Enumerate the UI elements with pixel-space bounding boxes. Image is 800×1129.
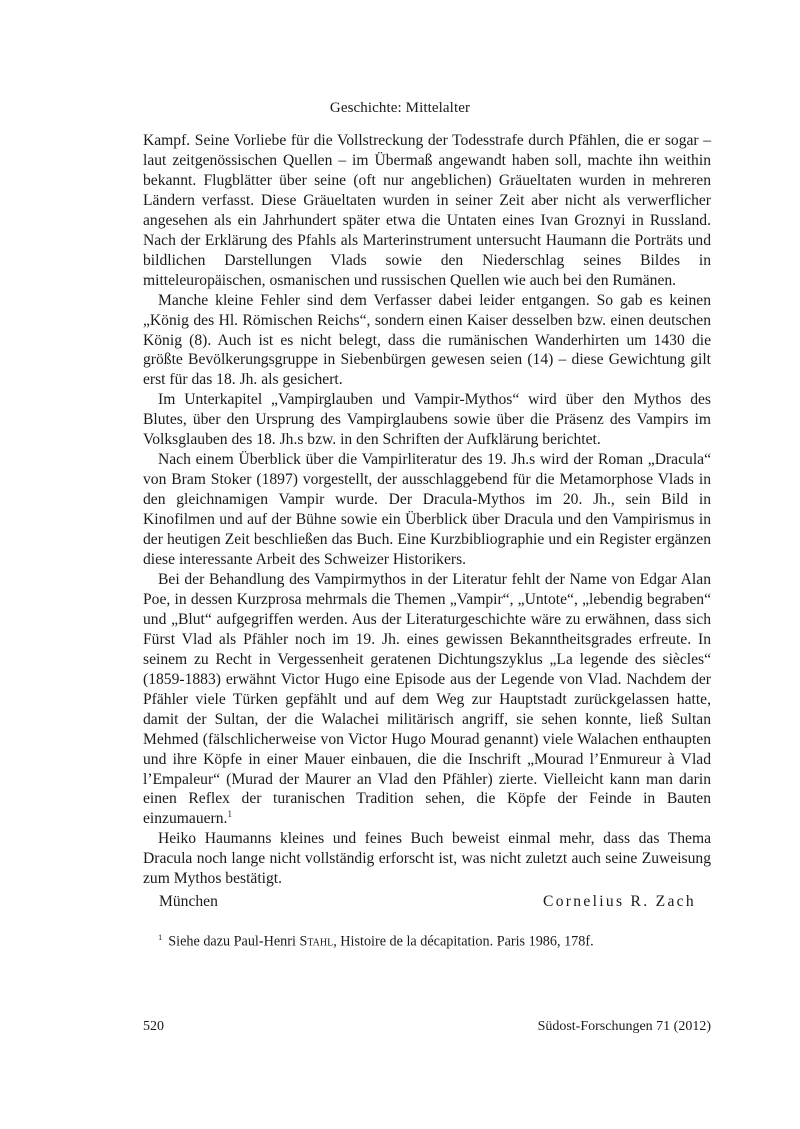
paragraph-text: Nach einem Überblick über die Vampirliteratur des 19. Jh.s wird der Roman „Dracula“ von Bram Stoker (1897) vorgestellt, der ausschlaggebend für die Metamorphose Vlads in den gleichnamigen Vampir wurde. Der Dracula-Mythos im 20. Jh., sein Bild in Kinofilmen und auf der Bühne sowie ein Überblick über Dracula und den Vampirismus in der heutigen Zeit beschließen das Buch. Eine Kurzbibliographie und ein Register ergänzen diese interessante Arbeit des Schweizer Historikers. <box>143 451 711 569</box>
footnote-reference[interactable]: 1 <box>227 809 232 820</box>
footnote-number: 1 <box>158 932 163 942</box>
paragraph-text: Heiko Haumanns kleines und feines Buch beweist einmal mehr, dass das Thema Dracula noch lange nicht vollständig erforscht ist, was nicht zuletzt auch seine Zuweisung zum Mythos bestätigt. <box>143 830 711 888</box>
footnote <box>158 932 718 951</box>
paragraph-text: Manche kleine Fehler sind dem Verfasser dabei leider entgangen. So gab es keinen „König des Hl. Römischen Reichs“, sondern einen Kaiser desselben bzw. einen deutschen König (8). Auch ist es nicht belegt, dass die rumänischen Wanderhirten um 1430 die größte Bevölkerungsgruppe in Siebenbürgen gewesen seien (14) – diese Gewichtung gilt erst für das 18. Jh. als gesichert. <box>143 291 711 389</box>
footnote-text-before: Siehe dazu Paul-Henri <box>168 933 300 950</box>
paragraph-text: Im Unterkapitel „Vampirglauben und Vampir-Mythos“ wird über den Mythos des Blutes, über den Ursprung des Vampirglaubens sowie über die Präsenz des Vampirs im Volksglauben des 18. Jh.s bzw. in den Schriften der Aufklärung berichtet. <box>143 391 711 449</box>
paragraph-text: Bei der Behandlung des Vampirmythos in der Literatur fehlt der Name von Edgar Alan Poe, in dessen Kurzprosa mehrmals die Themen „Vampir“, „Untote“, „lebendig begraben“ und „Blut“ aufgegriffen werden. Aus der Literaturgeschichte wäre zu erwähnen, dass sich Fürst Vlad als Pfähler noch im 19. Jh. eines gewissen Bekanntheitsgrades erfreute. In seinem zu Recht in Vergessenheit geratenen Dichtungszyklus „La legende des siècles“ (1859-1883) erwähnt Victor Hugo eine Episode aus der Legende von Vlad. Nachdem der Pfähler viele Türken gepfählt und auf dem Weg zur Hauptstadt zurückgelassen hatte, damit der Sultan, der die Walachei militärisch angriff, sie sehen konnte, ließ Sultan Mehmed (fälschlicherweise von Victor Hugo Mourad genannt) viele Walachen enthaupten und ihre Köpfe in einer Mauer einbauen, die die Inschrift „Mourad l’Enmureur à Vlad l’Empaleur“ (Murad der Maurer an Vlad den Pfähler) zierte. Vielleicht kann man darin einen Reflex der turanischen Tradition sehen, die Köpfe der Feinde in Bauten einzumauern. <box>143 570 711 828</box>
paragraph <box>143 390 711 450</box>
paragraph <box>143 131 711 291</box>
paragraph <box>143 291 711 391</box>
signature-place: München <box>159 893 218 910</box>
review-body <box>143 131 711 889</box>
footnote-text-after: , Histoire de la décapitation. Paris 1986, 178f. <box>333 933 594 950</box>
journal-footer: Südost-Forschungen 71 (2012) <box>537 1019 711 1034</box>
signature-author: Cornelius R. Zach <box>543 893 696 910</box>
running-head: Geschichte: Mittelalter <box>329 100 471 116</box>
paragraph <box>143 829 711 889</box>
paragraph-text: Kampf. Seine Vorliebe für die Vollstreckung der Todesstrafe durch Pfählen, die er sogar – laut zeitgenössischen Quellen – im Übermaß angewandt haben soll, machte ihn weithin bekannt. Flugblätter über seine (oft nur angeblichen) Gräueltaten wurden in mehreren Ländern verfasst. Diese Gräueltaten wurden in seiner Zeit aber nicht als verwerflicher angesehen als ein Jahrhundert später etwa die Untaten eines Ivan Groznyi in Russland. Nach der Erklärung des Pfahls als Marterinstrument untersucht Haumann die Porträts und bildlichen Darstellungen Vlads sowie den Niederschlag seines Bildes in mitteleuropäischen, osmanischen und russischen Quellen wie auch bei den Rumänen. <box>143 132 711 289</box>
paragraph <box>143 450 711 570</box>
paragraph <box>143 570 711 829</box>
review-signature <box>159 893 696 911</box>
footnote-author: Stahl <box>299 933 334 950</box>
page-number: 520 <box>143 1019 164 1034</box>
